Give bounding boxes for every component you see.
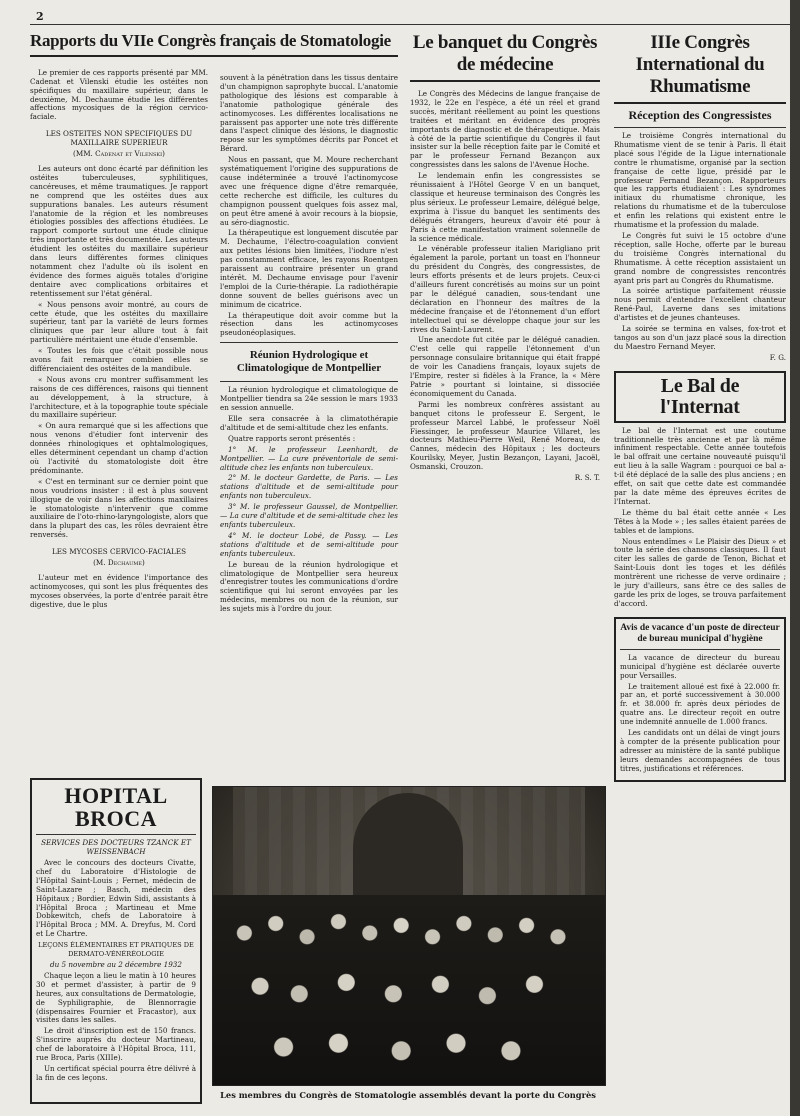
hopital-broca-box (30, 778, 202, 1104)
rhumatisme-subtitle: Réception des Congressistes (628, 108, 772, 122)
lessons-dates: du 5 novembre au 2 décembre 1932 (50, 959, 182, 969)
banquet-paragraph: Le Congrès des Médecins de langue française de 1932, le 22e en l'espèce, a été un réel et grand succès, méritant réellement au point les questions traitées et méritant en évidence des progrès importants de diagnostic et de thérapeutique. Mais à côté de la partie scientifique du Congrès il faut insister sur la belle réception faite par le Comité et par le professeur Fernand Bezançon aux congressistes dans les salons de l'Avenue Hoche. (410, 89, 600, 170)
rhumatisme-signature: F. G. (769, 352, 786, 362)
section-osteites-byline: (MM. Cadenat et Vilenski) (73, 149, 165, 159)
avis-box (614, 617, 786, 782)
divider (220, 342, 398, 343)
stomatology-report-continued-column (220, 74, 398, 786)
rhumatisme-title: IIIe Congrès International du Rhumatisme (635, 32, 765, 97)
lessons-paragraph: Le droit d'inscription est de 150 francs. S'inscrire auprès du docteur Martineau, chef de laboratoire à l'Hôpital Broca, 111, rue Broca, Paris (XIIIe). (36, 1026, 196, 1063)
rhumatisme-paragraph: Le Congrès fut suivi le 15 octobre d'une réception, salle Hoche, offerte par le bureau du troisième Congrès international du Rhumatisme. À cette réception assistaient un grand nombre de congressistes rencontrés ayant pris part au Congrès du Rhumatisme. (614, 230, 786, 285)
banquet-paragraph: Le lendemain enfin les congressistes se réunissaient à l'Hôtel George V en un banquet, classique et heureuse terminaison des Congrès les plus sérieux. Le professeur Lemaire, délégué belge, exprima à l'issue du banquet les sentiments des délégués étrangers, heureux d'avoir été pour à Paris à cette manifestation vraiment solennelle de la science médicale. (410, 171, 600, 243)
reunion-paragraph: La réunion hydrologique et climatologique de Montpellier tiendra sa 24e session le mars 1933 en session annuelle. (220, 385, 398, 413)
banquet-title: Le banquet du Congrès de médecine (412, 32, 598, 75)
page-edge (790, 0, 800, 1116)
avis-paragraph: La vacance de directeur du bureau municipal d'hygiène est déclarée ouverte pour Versailles. (620, 652, 780, 680)
banquet-paragraph: Le vénérable professeur italien Marigliano prit également la parole, portant un toast en l'honneur du président du Congrès, des congressistes, de leurs efforts présents et de leurs projets. Ceux-ci d'ailleurs furent concrétisés au moins sur un point par le délégué canadien, sous-tendant une déclaration en l'honneur des maîtres de la médecine française et de l'étonnement d'un effort intellectuel qui se développe chaque jour sur les rives du Saint-Laurent. (410, 244, 600, 334)
report-continued-paragraph: La thérapeutique doit avoir comme but la résection dans les actinomycoses pseudonéoplasiques. (220, 310, 398, 338)
report-continued-paragraph: souvent à la pénétration dans les tissus dentaire d'un champignon saprophyte buccal. L'anatomie pathologique des lésions est comparable à l'anatomie pathologique générale des actinomycoses. Les différentes localisations ne paraissent pas apporter une note très différente dans l'aspect clinique des lésions, le diagnostic repose sur les symptômes décrits par Poncet et Bérard. (220, 73, 398, 154)
banquet-paragraph: Une anecdote fut citée par le délégué canadien. C'est celle qui rappelle l'étonnement d'un personnage consulaire britannique qui était frappé de voir les Canadiens français, loyaux sujets de l'Empire, rester si fidèles à la France, la « Mère Patrie » pourtant si lointaine, si dissociée économiquement du Canada. (410, 335, 600, 398)
reunion-title: Réunion Hydrologique et Climatologique de Montpellier (236, 349, 382, 375)
osteites-paragraph: « Toutes les fois que c'était possible nous avons fait remarquer combien elles se différenciaient des ostéites de la mandibule. (30, 346, 208, 373)
bal-paragraph: Nous entendîmes « Le Plaisir des Dieux » et toute la série des chansons classiques. Il faut citer les salles de garde de Tenon, Bichat et Saint-Louis dont les toges et les défilés montrèrent une richesse de verve ordinaire ; le jury d'ailleurs, sans être ce des salles de garde les prix de loges, se trouva parfaitement d'accord. (614, 536, 786, 608)
section-mycoses-heading: LES MYCOSES CERVICO-FACIALES (51, 547, 187, 557)
title-rule (614, 102, 786, 104)
osteites-paragraph: « C'est en terminant sur ce dernier point que nous voudrions insister : il est à plus souvent illogique de voir dans les affections maxillaires le stomatologiste n'intervenir que comme auxiliaire de l'oto-rhino-laryngologiste, alors que dans la plupart des cas, les rôles devraient être renversés. (30, 476, 208, 540)
avis-title: Avis de vacance d'un poste de directeur de bureau municipal d'hygiène (620, 622, 780, 644)
osteites-paragraph: « Nous avons cru montrer suffisamment les raisons de ces différences, raisons qui tiennent au développement, à la structure, à l'architecture, et à la topographie toute spéciale du maxillaire supérieur. (30, 374, 208, 420)
hopital-broca-title: HOPITAL BROCA (64, 783, 168, 832)
reunion-paragraph: Le bureau de la réunion hydrologique et climatologique de Montpellier sera heureux d'enregistrer toutes les communications d'ordre scientifique qui lui seront envoyées par les médecins, membres ou non de la réunion, sur les sujets mis à l'ordre du jour. (220, 559, 398, 614)
banquet-signature: R. S. T. (574, 473, 600, 483)
reunion-report-item: 1° M. le professeur Leenhardt, de Montpellier. — La cure préventoriale de semi-altitude chez les enfants non tuberculeux. (220, 444, 398, 472)
avis-paragraph: Les candidats ont un délai de vingt jours à compter de la présente publication pour adresser au ministère de la santé publique leurs demandes accompagnées de tous titres, justifications et références. (620, 728, 780, 773)
section-mycoses-byline: (M. Dechaume) (93, 558, 145, 568)
bal-paragraph: Le thème du bal était cette année « Les Têtes à la Mode » ; les salles étaient parées de tables et de lampions. (614, 507, 786, 535)
banquet-paragraph: Parmi les nombreux confrères assistant au banquet citons le professeur E. Sergent, le professeur Marcel Labbé, le professeur Noël Fiessinger, le professeur Maurice Villaret, les docteurs Mathieu-Pierre Weil, René Moreau, de Cannes, médecin des Hôpitaux ; les docteurs Kourilsky, Meyer, Justin Bezançon, Layani, Jacoël, Osmanski, Crouzon. (410, 399, 600, 472)
osteites-paragraph: « Nous pensons avoir montré, au cours de cette étude, que les ostéites du maxillaire supérieur, tant par la variété de leurs formes cliniques que par leur allure tout à fait particulière méritaient une étude d'ensemble. (30, 299, 208, 345)
lessons-heading: LEÇONS ÉLÉMENTAIRES ET PRATIQUES DE DERMATO-VÉNÉRÉOLOGIE (38, 941, 194, 959)
reunion-paragraph: Quatre rapports seront présentés : (228, 433, 356, 443)
rhumatisme-paragraph: La soirée se termina en valses, fox-trot et tangos au son d'un jazz placé sous la direction du Maestro Fernand Meyer. (614, 324, 786, 351)
divider (220, 381, 398, 382)
intro-paragraph: Le premier de ces rapports présenté par MM. Cadenat et Vilenski étudie les ostéites non spécifiques du maxillaire supérieur, dans le deuxième, M. Dechaume étudie les différentes affections mycosiques de la région cervico-faciale. (30, 67, 208, 122)
rhumatisme-paragraph: Le troisième Congrès international du Rhumatisme vient de se tenir à Paris. Il était placé sous l'égide de la Ligue internationale contre le rhumatisme, organisé par la section française de cette ligue, présidé par le professeur Fernand Bezançon. Rapporteurs que les rapports étudiaient : Les syndromes initiaux du rhumatisme chronique, les relations du rhumatisme et de la tuberculose et enfin les relations qui existent entre le rhumatisme et la profession du malade. (614, 131, 786, 230)
divider (620, 649, 780, 650)
photo-caption: Les membres du Congrès de Stomatologie assemblés devant la porte du Congrès (220, 1090, 596, 1100)
reunion-paragraph: Elle sera consacrée à la climatothérapie d'altitude et de semi-altitude chez les enfants. (220, 414, 398, 432)
bal-box (614, 371, 786, 423)
title-rule (30, 55, 398, 57)
header-rule (30, 24, 792, 25)
divider (36, 834, 196, 835)
mycoses-paragraph: L'auteur met en évidence l'importance des actinomycoses, qui sont les plus fréquentes des mycoses observées, la porte d'entrée parait être digestive, due le plus (30, 572, 208, 609)
rhumatisme-column (614, 32, 786, 1102)
lessons-paragraph: Un certificat spécial pourra être délivré à la fin de ces leçons. (36, 1063, 196, 1082)
stomatology-report-title: Rapports du VIIe Congrès français de Stomatologie (30, 31, 391, 50)
bal-title: Le Bal de l'Internat (660, 374, 740, 418)
osteites-paragraph: Les auteurs ont donc écarté par définition les ostéites tuberculeuses, syphilitiques, cancéreuses, et même traumatiques. Je rapport ne comprend que les ostéites dues aux suppurations banales. Les auteurs résument l'anatomie de la région et les nombreuses étiologies possibles des affections étudiées. Le rapport comporte surtout une étude clinique très importante et très documentée. Les auteurs étudient les ostéites du maxillaire supérieur dans leurs différentes formes cliniques notamment chez l'adulte où ils isolent en évidence des formes aiguës totales d'origine dentaire avec complications orbitaires et retentissement sur l'état général. (30, 164, 208, 298)
osteites-paragraph: « On aura remarqué que si les affections que nous venons d'étudier font intervenir des données rhinologiques et ophtalmologiques, elles déterminent cependant un champ d'action où l'activité du stomatologiste doit être prédominante. (30, 421, 208, 475)
group-of-people (213, 895, 605, 1085)
page-number: 2 (36, 10, 44, 23)
avis-paragraph: Le traitement alloué est fixé à 22.000 fr. par an, et porté successivement à 30.000 fr. et 38.000 fr. après deux périodes de quatre ans. Le directeur reçoit en outre une indemnité annuelle de 1.000 francs. (620, 681, 780, 727)
report-continued-paragraph: La thérapeutique est longuement discutée par M. Dechaume, l'électro-coagulation convient aux petites lésions bien limitées, l'iodure n'est pas constamment efficace, les rayons Roentgen paraissent au contraire présenter un grand intérêt. M. Dechaume envisage pour l'avenir l'emploi de la Curie-thérapie. La radiothérapie donne souvent de belles guérisons avec un minimum de cicatrice. (220, 228, 398, 309)
rhumatisme-paragraph: La soirée artistique parfaitement réussie nous permit d'entendre l'excellent chanteur René-Paul, Laverne dans ses imitations d'artistes et de jeunes chanteuses. (614, 286, 786, 323)
report-continued-paragraph: Nous en passant, que M. Moure recherchant systématiquement l'origine des suppurations de cause indéterminée a trouvé l'actinomycose avec une fréquence digne d'être remarquée, cette recherche est difficile, les cultures du champignon poussent quelques fois assez mal, on peut être amené à avoir recours à la biopsie, au séro-diagnostic. (220, 155, 398, 227)
bal-paragraph: Le bal de l'Internat est une coutume traditionnelle très ancienne et par là même infiniment respectable. Cette année toutefois le bal offrait une certaine nouveauté puisqu'il eut lieu à la salle Wagram : pourquoi ce bal a-t-il été déplacé de la salle des plus anciens ; en effet, on sait que cette date est commandée par la date même des épreuves écrites de l'Internat. (614, 425, 786, 506)
lessons-paragraph: Chaque leçon a lieu le matin à 10 heures 30 et permet d'assister, à partir de 9 heures, aux consultations de Dermatologie, de Syphiligraphie, de Blennorragie (dispensaires Fournier et Fracastor), aux visites dans les salles. (36, 970, 196, 1025)
hopital-paragraph: Avec le concours des docteurs Civatte, chef du Laboratoire d'Histologie de l'Hôpital Saint-Louis ; Fernet, médecin de Saint-Lazare ; Basch, médecin des Hôpitaux ; Bordier, Edwin Sidi, assistants à l'Hôpital Broca ; Martineau et Mme Dobkewitch, chefs de Laboratoire à l'Hôpital Broca ; MM. A. Dreyfus, M. Cord et Le Chartre. (36, 858, 196, 939)
reunion-report-item: 3° M. le professeur Gaussel, de Montpellier. — La cure d'altitude et de semi-altitude chez les enfants tuberculeux. (220, 502, 398, 529)
section-osteites-heading: LES OSTEITES NON SPECIFIQUES DU MAXILLAIRE SUPERIEUR (45, 129, 193, 148)
reunion-report-item: 2° M. le docteur Gardette, de Paris. — Les stations d'altitude et de semi-altitude pour enfants non tuberculeux. (220, 473, 398, 501)
reunion-report-item: 4° M. le docteur Lobé, de Passy. — Les stations d'altitude et de semi-altitude pour enfants tuberculeux. (220, 530, 398, 558)
title-rule (410, 80, 600, 82)
banquet-column (410, 32, 600, 778)
congress-group-photo (212, 786, 606, 1086)
hopital-services: SERVICES DES DOCTEURS TZANCK ET WEISSENBACH (41, 838, 191, 857)
divider (614, 127, 786, 128)
